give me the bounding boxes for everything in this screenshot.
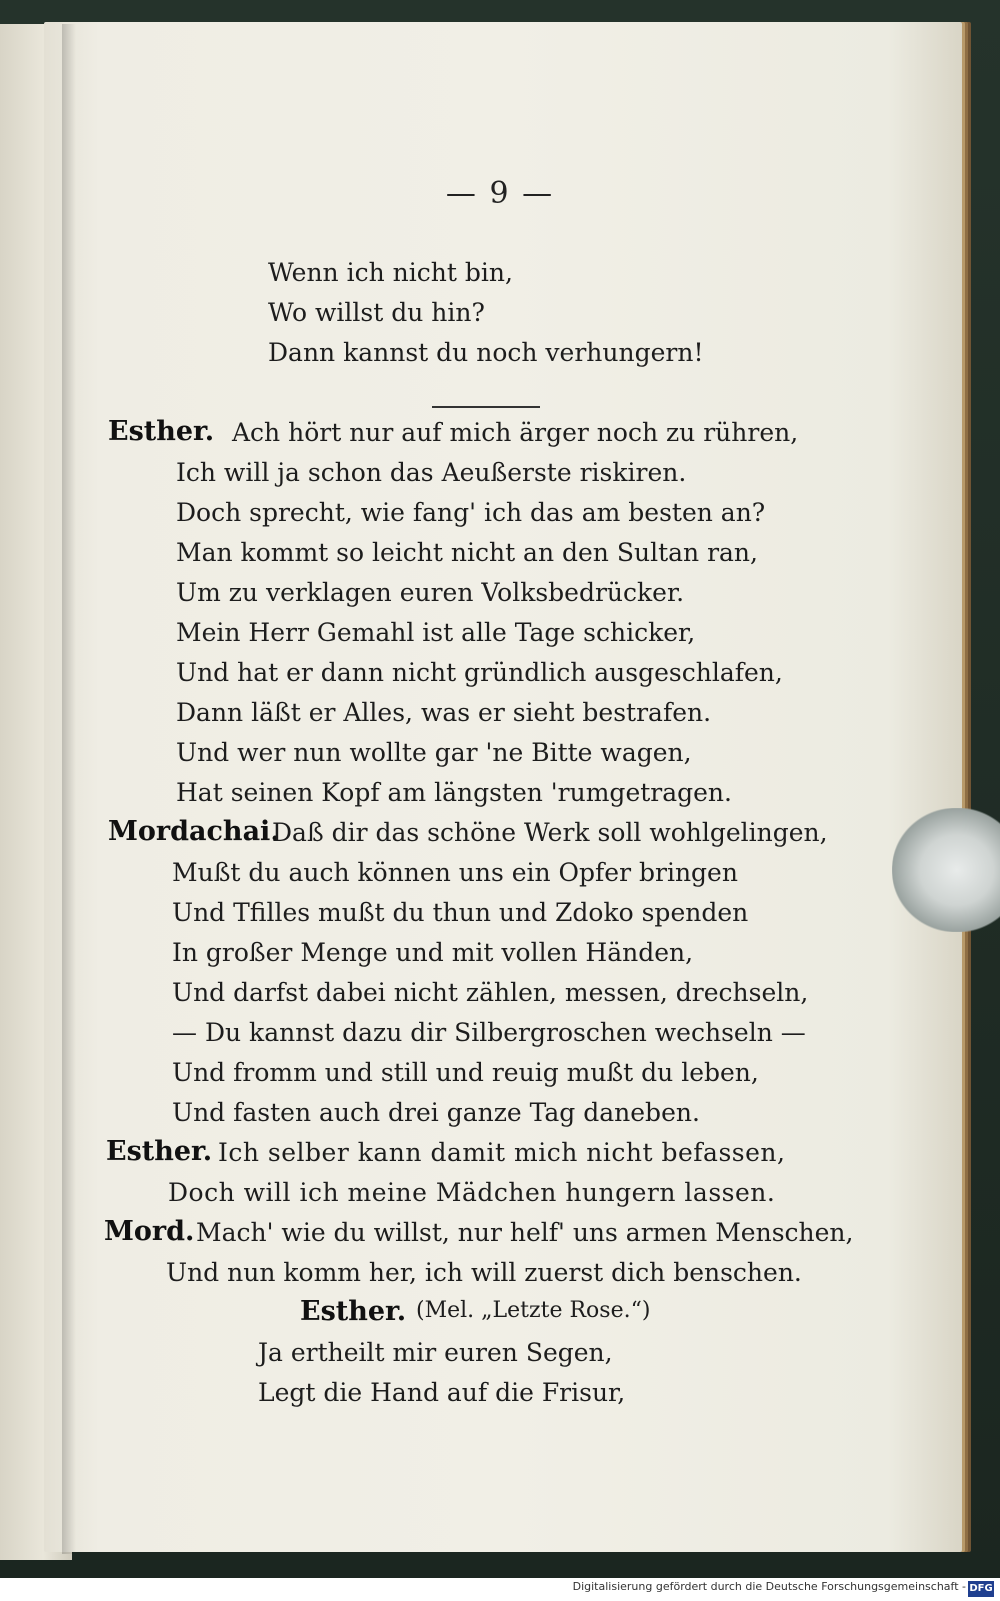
verse-line: Ach hört nur auf mich ärger noch zu rühren, [232,418,799,447]
verse-line: Doch will ich meine Mädchen hungern lassen. [168,1178,776,1207]
verse-line: Und Tfilles mußt du thun und Zdoko spenden [172,898,749,927]
funding-notice: Digitalisierung gefördert durch die Deutsche Forschungsgemeinschaft - [572,1580,966,1593]
verse-line: Daß dir das schöne Werk soll wohlgelingen, [272,818,828,847]
verse-line: Ja ertheilt mir euren Segen, [258,1338,613,1367]
verse-line: Und fromm und still und reuig mußt du leben, [172,1058,759,1087]
speaker-name: Mord. [104,1216,195,1247]
dfg-logo: DFG [968,1581,994,1597]
verse-line: Wenn ich nicht bin, [268,258,513,287]
verse-line: Mach' wie du willst, nur helf' uns armen Menschen, [196,1218,854,1247]
verse-line: Dann kannst du noch verhungern! [268,338,704,367]
verse-line: Dann läßt er Alles, was er sieht bestrafen. [176,698,712,727]
verse-line: Mußt du auch können uns ein Opfer bringen [172,858,738,887]
stage-direction: (Mel. „Letzte Rose.“) [416,1298,651,1323]
speaker-name: Esther. [106,1136,213,1167]
verse-line: Und darfst dabei nicht zählen, messen, drechseln, [172,978,809,1007]
verse-line: Legt die Hand auf die Frisur, [258,1378,626,1407]
page-clip [892,808,1000,932]
verse-line: Mein Herr Gemahl ist alle Tage schicker, [176,618,696,647]
verse-line: Hat seinen Kopf am längsten 'rumgetragen. [176,778,732,807]
page-gutter [62,24,76,1554]
verse-line: Und fasten auch drei ganze Tag daneben. [172,1098,700,1127]
verse-line: Doch sprecht, wie fang' ich das am besten an? [176,498,766,527]
verse-line: Und nun komm her, ich will zuerst dich benschen. [166,1258,802,1287]
verse-line: Und hat er dann nicht gründlich ausgeschlafen, [176,658,783,687]
section-divider [432,406,540,408]
speaker-name: Esther. [300,1296,407,1327]
verse-line: Ich selber kann damit mich nicht befassen, [218,1138,786,1167]
verse-line: Wo willst du hin? [268,298,485,327]
page-number: — 9 — [445,176,555,211]
verse-line: — Du kannst dazu dir Silbergroschen wechseln — [172,1018,806,1047]
speaker-name: Mordachai. [108,816,280,847]
verse-line: In großer Menge und mit vollen Händen, [172,938,694,967]
verse-line: Und wer nun wollte gar 'ne Bitte wagen, [176,738,692,767]
verse-line: Um zu verklagen euren Volksbedrücker. [176,578,685,607]
verse-line: Man kommt so leicht nicht an den Sultan ran, [176,538,758,567]
verse-line: Ich will ja schon das Aeußerste riskiren. [176,458,687,487]
speaker-name: Esther. [108,416,215,447]
